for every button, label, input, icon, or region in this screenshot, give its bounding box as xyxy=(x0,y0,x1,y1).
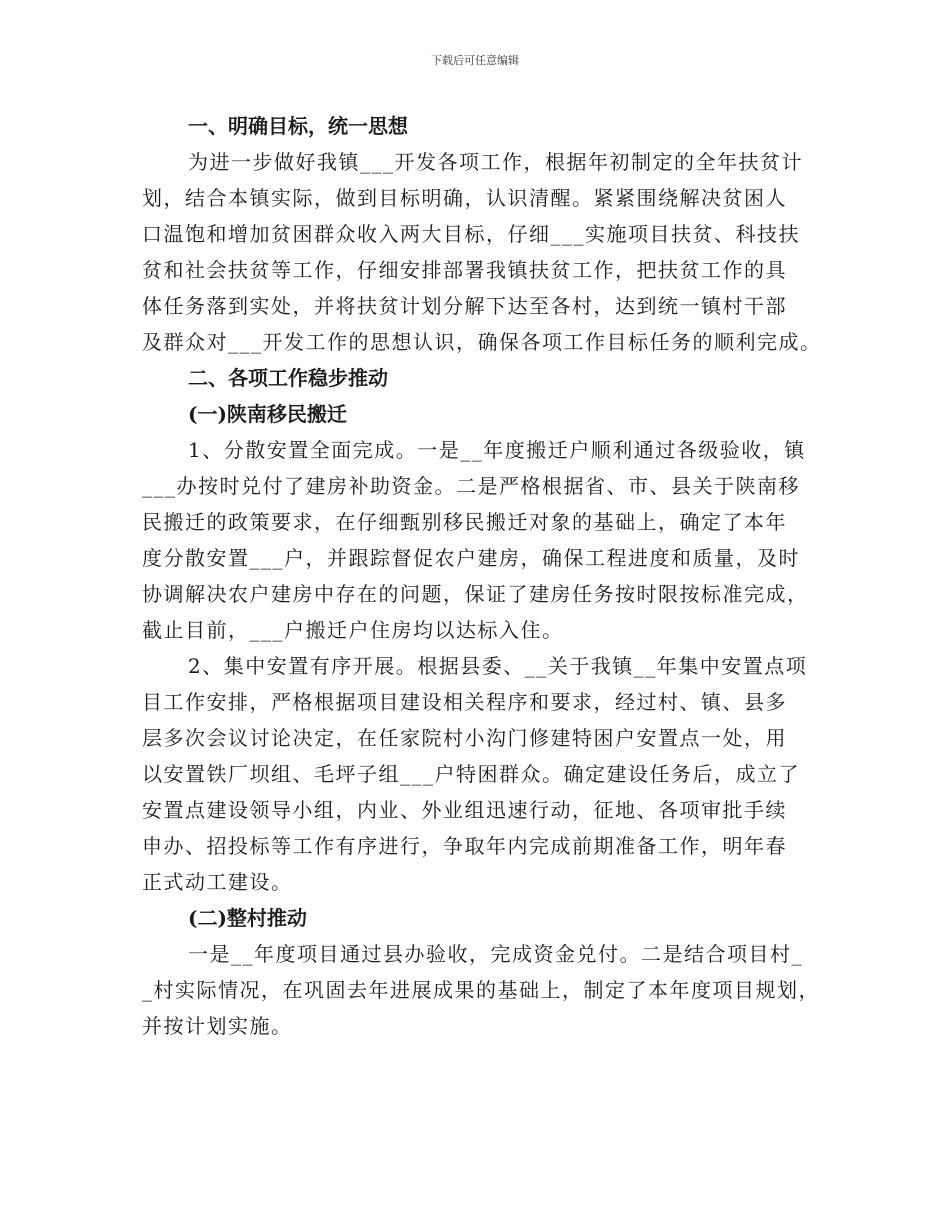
section-heading-progress: 二、各项工作稳步推动 xyxy=(188,366,388,390)
paragraph-goals xyxy=(142,144,822,360)
text-line: ___办按时兑付了建房补助资金。二是严格根据省、市、县关于陕南移 xyxy=(142,474,800,498)
paragraph-dispersed-resettlement xyxy=(142,432,814,648)
text-line: 截止目前，___户搬迁户住房均以达标入住。 xyxy=(142,618,564,642)
text-line: 以安置铁厂坝组、毛坪子组___户特困群众。确定建设任务后，成立了 xyxy=(142,762,800,786)
text-line: _村实际情况，在巩固去年进展成果的基础上，制定了本年度项目规划， xyxy=(142,978,820,1002)
text-line: 划，结合本镇实际，做到目标明确，认识清醒。紧紧围绕解决贫困人 xyxy=(142,186,787,210)
text-line: 2、集中安置有序开展。根据县委、__关于我镇__年集中安置点项 xyxy=(188,654,808,678)
text-line: 体任务落到实处，并将扶贫计划分解下达至各村，达到统一镇村干部 xyxy=(142,294,787,318)
text-line: 贫和社会扶贫等工作，仔细安排部署我镇扶贫工作，把扶贫工作的具 xyxy=(142,258,787,282)
text-line: 并按计划实施。 xyxy=(142,1014,293,1038)
text-line: 正式动工建设。 xyxy=(142,870,293,894)
text-line: 申办、招投标等工作有序进行，争取年内完成前期准备工作，明年春 xyxy=(142,834,787,858)
page-header: 下载后可任意编辑 xyxy=(431,54,519,67)
text-line: 目工作安排，严格根据项目建设相关程序和要求，经过村、镇、县多 xyxy=(142,690,787,714)
subsection-heading-relocation: (一)陕南移民搬迁 xyxy=(188,402,347,426)
text-line: 度分散安置___户，并跟踪督促农户建房，确保工程进度和质量，及时 xyxy=(142,546,800,570)
paragraph-village-promotion xyxy=(142,936,820,1044)
text-line: 层多次会议讨论决定，在任家院村小沟门修建特困户安置点一处，用 xyxy=(142,726,787,750)
document-body xyxy=(142,108,822,1044)
paragraph-centralized-resettlement xyxy=(142,648,814,900)
text-line: 协调解决农户建房中存在的问题，保证了建房任务按时限按标准完成， xyxy=(142,582,809,606)
text-line: 口温饱和增加贫困群众收入两大目标，仔细___实施项目扶贫、科技扶 xyxy=(142,222,800,246)
section-heading-goals: 一、明确目标，统一思想 xyxy=(188,114,408,138)
subsection-heading-village: (二)整村推动 xyxy=(188,906,307,930)
text-line: 1、分散安置全面完成。一是__年度搬迁户顺利通过各级验收，镇 xyxy=(188,438,806,462)
text-line: 民搬迁的政策要求，在仔细甄别移民搬迁对象的基础上，确定了本年 xyxy=(142,510,787,534)
text-line: 及群众对___开发工作的思想认识，确保各项工作目标任务的顺利完成。 xyxy=(142,330,822,354)
text-line: 安置点建设领导小组，内业、外业组迅速行动，征地、各项审批手续 xyxy=(142,798,787,822)
text-line: 为进一步做好我镇___开发各项工作，根据年初制定的全年扶贫计 xyxy=(188,150,803,174)
text-line: 一是__年度项目通过县办验收，完成资金兑付。二是结合项目村_ xyxy=(188,942,803,966)
